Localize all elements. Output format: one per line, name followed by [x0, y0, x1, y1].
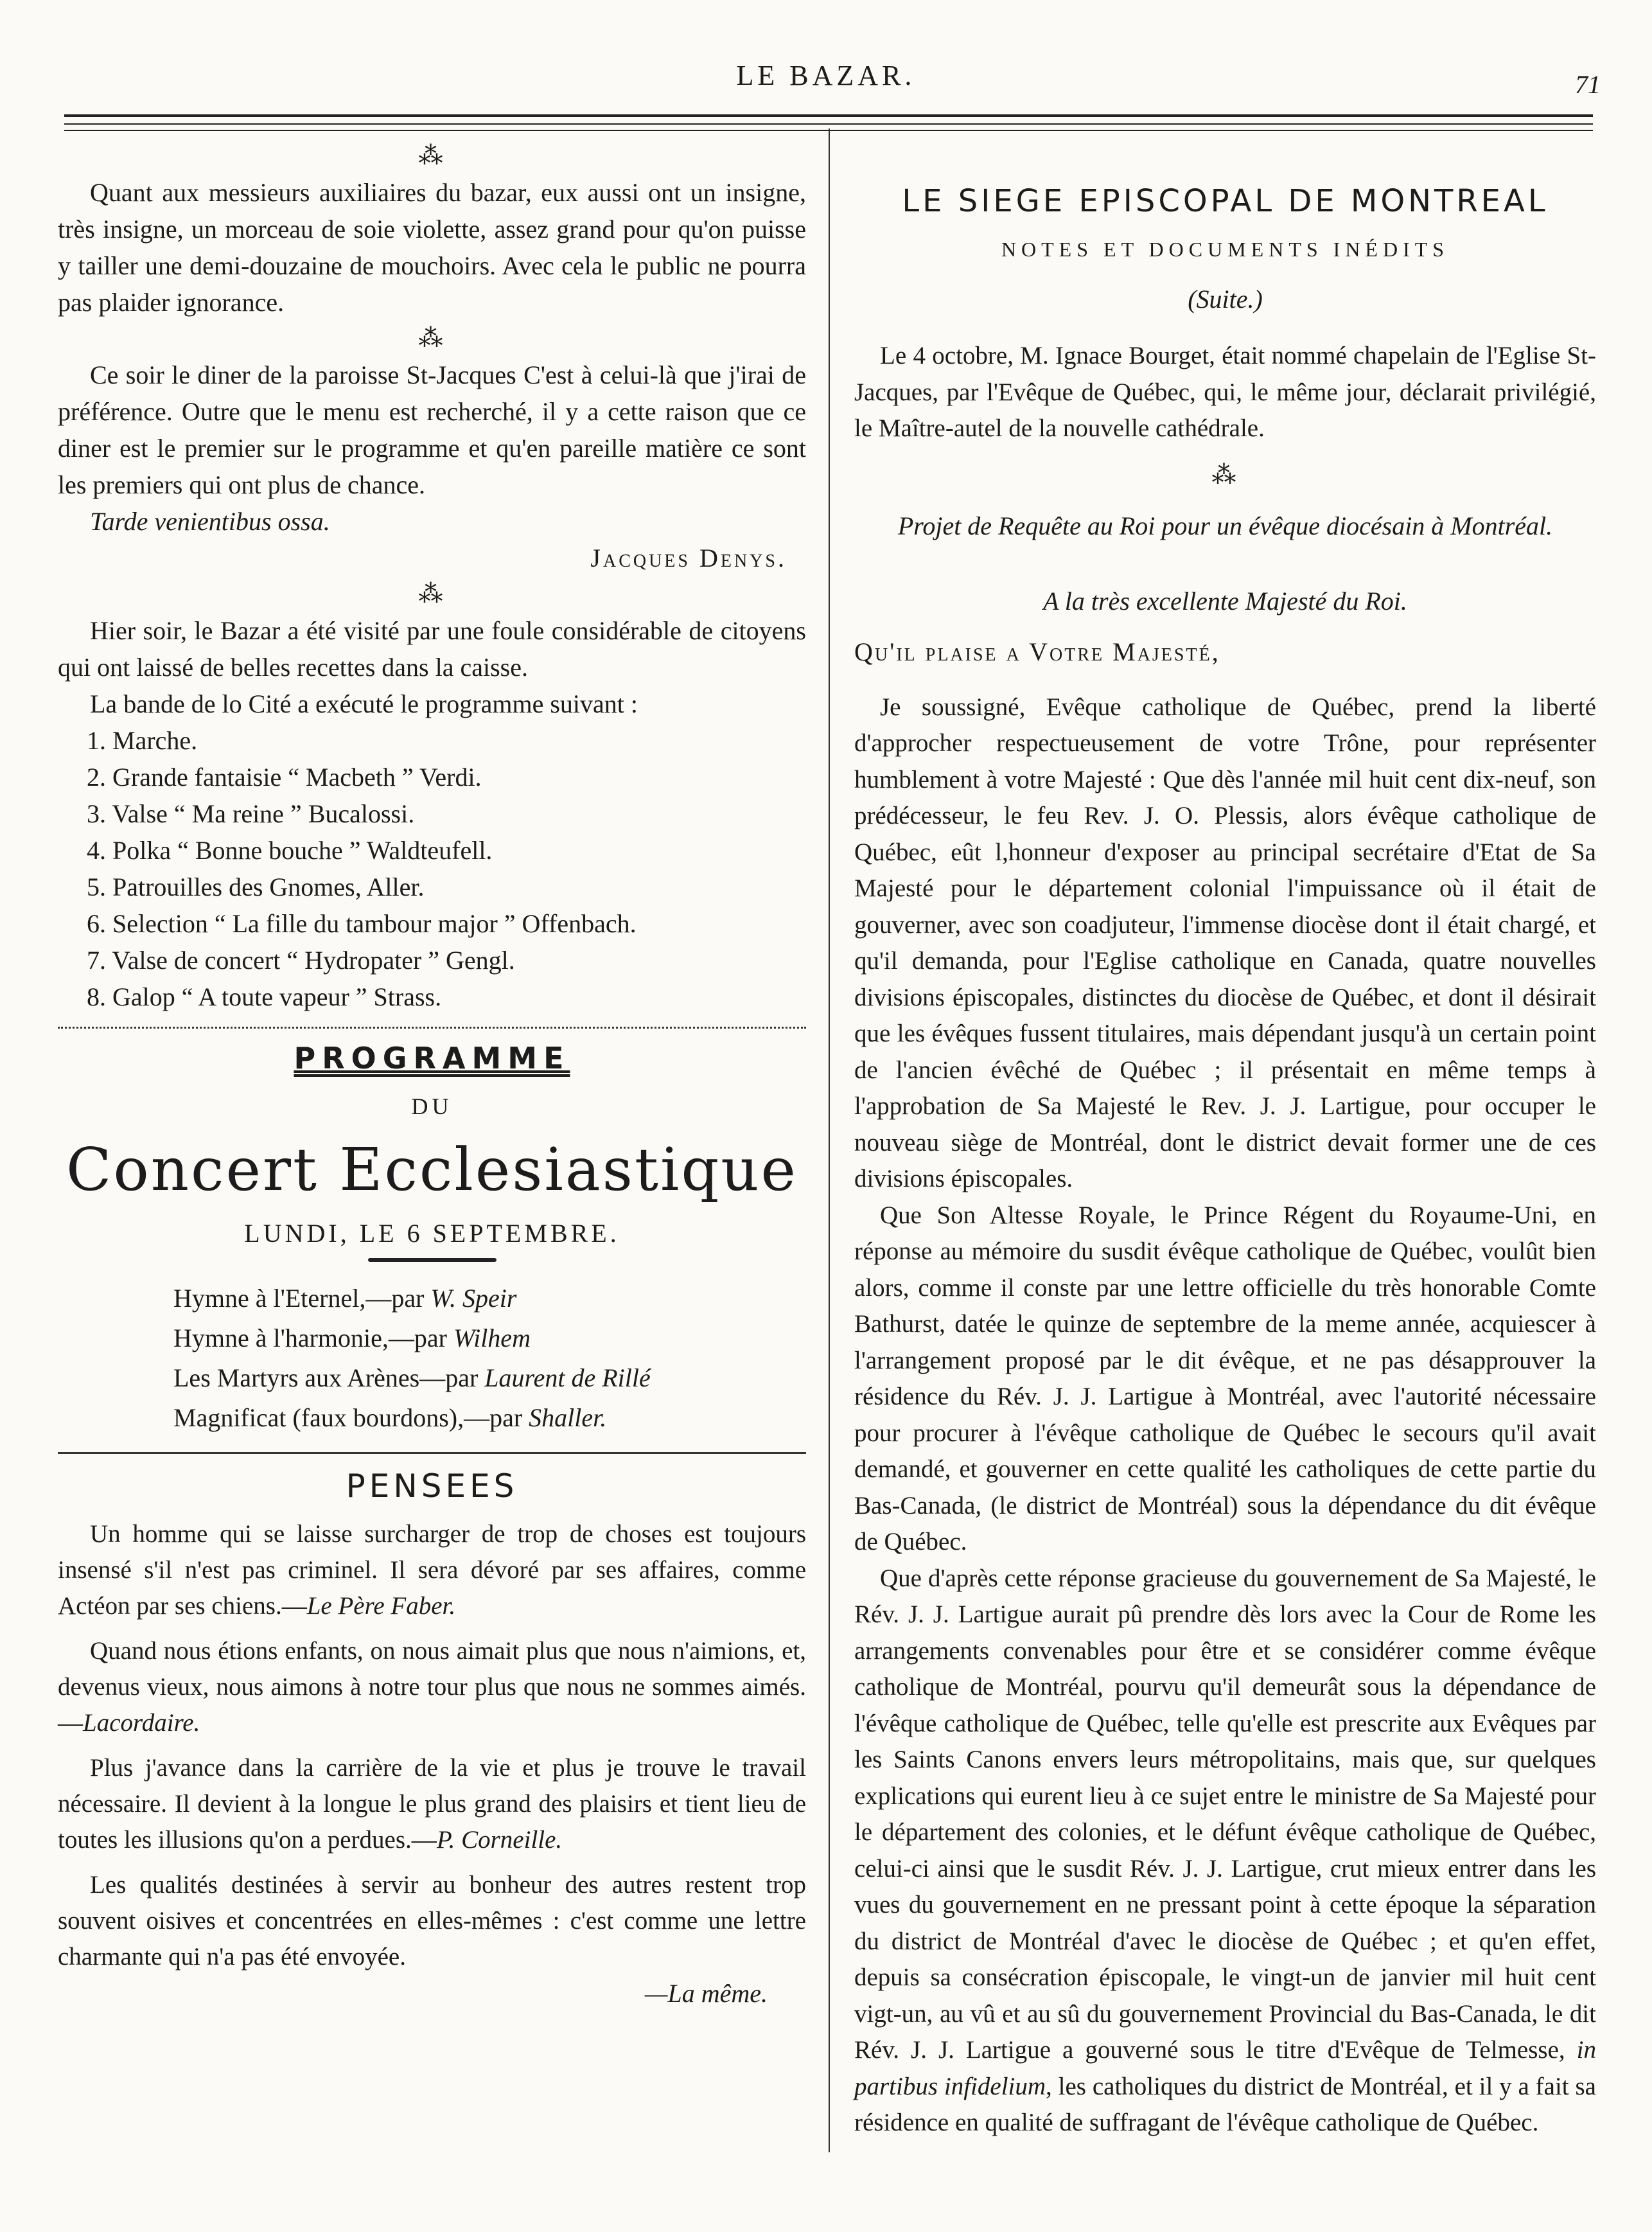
list-item: 8. Galop “ A toute vapeur ” Strass.: [87, 982, 442, 1011]
concert-author: Wilhem: [453, 1324, 531, 1352]
address-line: A la très excellente Majesté du Roi.: [1043, 586, 1407, 616]
concert-piece: Hymne à l'Eternel,—par: [173, 1284, 431, 1313]
masthead: LE BAZAR.: [736, 60, 916, 91]
article-title: LE SIEGE EPISCOPAL DE MONTREAL: [902, 183, 1549, 219]
paragraph: Ce soir le diner de la paroisse St-Jacques C'est à celui-là que j'irai de préférence. Outre que le menu est recherché, il y a cette raison que ce diner est le premier sur le programme et qu'en pareille matière ce sont les premiers qui ont plus de chance.: [58, 360, 806, 499]
left-column: [58, 138, 806, 2012]
paragraph: Je soussigné, Evêque catholique de Québec, prend la liberté d'approcher respectueusement de votre Trône, pour représenter humblement à votre Majesté : Que dès l'année mil huit cent dix-neuf, son prédécesseur, le feu Rev. J. O. Plessis, alors évêque catholique de Québec, eût l,honneur d'exposer au principal secrétaire d'Etat de Sa Majesté pour le département colonial l'impuissance où il était de gouverner, avec son coadjuteur, l'immense diocèse dont il était chargé, et qu'il demanda, pour l'Eglise catholique en Canada, quatre nouvelles divisions épiscopales, distinctes du diocèse de Québec, et dont il désirait que les évêques fussent titulaires, mais dépendant jusqu'à un certain point de l'ancien évêché de Québec ; il présentait en même temps à l'approbation de Sa Majesté le Rev. J. J. Lartigue, pour occuper le nouveau siège de Montréal, dont le district devait former une de ces divisions épiscopales.: [854, 693, 1596, 1192]
pensees-heading: PENSEES: [346, 1467, 518, 1505]
quote-text: Plus j'avance dans la carrière de la vie et plus je trouve le travail nécessaire. Il devient à la longue le plus grand des plaisirs et tient lieu de toutes les illusions qu'on a perdues.—: [58, 1754, 806, 1854]
page-number: 71: [1575, 70, 1601, 99]
concert-name: Concert Ecclesiastique: [66, 1135, 798, 1204]
quote: [58, 1867, 806, 1975]
paragraph: Quant aux messieurs auxiliaires du bazar, eux aussi ont un insigne, très insigne, un morceau de soie violette, assez grand pour qu'on puisse y tailler une demi-douzaine de mouchoirs. Avec cela le public ne pourra pas plaider ignorance.: [58, 178, 806, 317]
column-divider: [829, 128, 830, 2152]
concert-piece: Magnificat (faux bourdons),—par: [173, 1403, 529, 1432]
quote-author: Le Père Faber.: [306, 1592, 456, 1620]
paragraph-text: Que d'après cette réponse gracieuse du gouvernement de Sa Majesté, le Rév. J. J. Lartigue aurait pû prendre dès lors avec la Cour de Rome les arrangements convenables pour être et se considérer comme évêque catholique de Montréal, pourvu qu'il demeurât sous la dépendance de l'évêque catholique de Québec, telle qu'elle est prescrite aux Evêques par les Saints Canons envers leurs métropolitains, mais que, sur quelques explications qui eurent lieu à ce sujet entre le ministre de Sa Majesté pour le département des colonies, et le défunt évêque catholique de Québec, celui-ci ainsi que le susdit Rév. J. J. Lartigue, crut mieux entrer dans les vues du gouvernement en ne pressant point à cette époque la séparation du district de Montréal d'avec le diocèse de Québec ; et qu'en effet, depuis sa consécration épiscopale, le vingt-un de janvier mil huit cent vigt-un, au vû et au sû du gouvernement Provincial du Bas-Canada, le dit Rév. J. J. Lartigue a gouverné sous le titre d'Evêque de Telmesse,: [854, 1564, 1596, 2064]
asterism: ⁂: [1211, 461, 1239, 489]
header-rule: [64, 123, 1593, 125]
concert-item: [58, 1318, 806, 1358]
paragraph: La bande de lo Cité a exécuté le programme suivant :: [90, 689, 638, 718]
ornament-rule: [368, 1258, 496, 1262]
asterism: ⁂: [418, 581, 446, 608]
concert-author: Laurent de Rillé: [484, 1363, 651, 1392]
concert-item: [58, 1398, 806, 1438]
signature: Jacques Denys.: [590, 544, 787, 572]
divider-rule: [58, 1452, 806, 1454]
concert-author: W. Speir: [430, 1284, 517, 1313]
paragraph-text: , les catholiques du district de Montréal, et il y a fait sa résidence en qualité de suffragant de l'évêque catholique de Québec.: [854, 2072, 1596, 2136]
quote-signature: —La même.: [644, 1979, 768, 2008]
concert-piece: Les Martyrs aux Arènes—par: [173, 1363, 485, 1392]
concert-item: [58, 1279, 806, 1318]
quote: [58, 1516, 806, 1624]
paragraph: Hier soir, le Bazar a été visité par une foule considérable de citoyens qui ont laissé de belles recettes dans la caisse.: [58, 616, 806, 682]
latin-phrase: in partibus infidelium: [854, 2036, 1596, 2100]
list-item: 3. Valse “ Ma reine ” Bucalossi.: [87, 799, 415, 828]
header-rule: [64, 114, 1593, 117]
concert-item: [58, 1358, 806, 1398]
latin-quote: Tarde venientibus ossa.: [90, 507, 330, 536]
article-subtitle: NOTES ET DOCUMENTS INÉDITS: [1001, 238, 1450, 261]
list-item: 5. Patrouilles des Gnomes, Aller.: [87, 872, 425, 901]
divider-rule: [58, 1027, 806, 1029]
quote-text: Quand nous étions enfants, on nous aimait plus que nous n'aimions, et, devenus vieux, nous aimons à notre tour plus que nous ne sommes aimés.—: [58, 1637, 806, 1737]
quote-text: Les qualités destinées à servir au bonheur des autres restent trop souvent oisives et concentrées en elles-mêmes : c'est comme une lettre charmante qui n'a pas été envoyée.: [58, 1871, 806, 1971]
quote-text: Un homme qui se laisse surcharger de trop de choses est toujours insensé s'il n'est pas criminel. Il sera dévoré par ses affaires, comme Actéon par ses chiens.—: [58, 1520, 806, 1620]
asterism: ⁂: [418, 325, 446, 352]
list-item: 4. Polka “ Bonne bouche ” Waldteufell.: [87, 836, 493, 865]
paragraph: Le 4 octobre, M. Ignace Bourget, était nommé chapelain de l'Eglise St-Jacques, par l'Evêque de Québec, qui, le même jour, déclarait privilégié, le Maître-autel de la nouvelle cathédrale.: [854, 342, 1596, 442]
list-item: 6. Selection “ La fille du tambour major ” Offenbach.: [87, 909, 637, 938]
request-title: Projet de Requête au Roi pour un évêque diocésain à Montréal.: [897, 511, 1553, 540]
quote: [58, 1750, 806, 1858]
quote: [58, 1633, 806, 1741]
concert-piece: Hymne à l'harmonie,—par: [173, 1324, 453, 1352]
list-item: 1. Marche.: [87, 726, 198, 755]
asterism: ⁂: [418, 143, 446, 170]
programme-title: PROGRAMME: [294, 1041, 570, 1076]
list-item: 7. Valse de concert “ Hydropater ” Gengl.: [87, 946, 515, 975]
paragraph: Que Son Altesse Royale, le Prince Régent du Royaume-Uni, en réponse au mémoire du susdit évêque catholique de Québec, voulût bien alors, comme il conste par une lettre officielle du très honorable Comte Bathurst, datée le quinze de septembre de la meme année, acquiescer à l'arrangement proposé par le dit évêque, et ne pas désapprouver la résidence du Rév. J. J. Lartigue à Montréal, avec l'autorité nécessaire pour procurer à l'évêque catholique de Québec le secours qu'il avait demandé, et gouverner en cette qualité les catholiques de cette partie du Bas-Canada, (le district de Montréal) sous la dépendance du dit évêque de Québec.: [854, 1201, 1596, 1555]
article-suite: (Suite.): [1188, 285, 1263, 314]
concert-author: Shaller.: [529, 1403, 607, 1432]
quote-author: Lacordaire.: [83, 1709, 200, 1737]
salutation: Qu'il plaise a Votre Majesté,: [854, 637, 1220, 666]
quote-author: P. Corneille.: [436, 1826, 563, 1854]
concert-date: LUNDI, LE 6 SEPTEMBRE.: [244, 1219, 620, 1248]
paragraph: [854, 1561, 1596, 2141]
right-column: [854, 138, 1596, 2141]
list-item: 2. Grande fantaisie “ Macbeth ” Verdi.: [87, 763, 482, 792]
programme-du: DU: [411, 1094, 453, 1119]
